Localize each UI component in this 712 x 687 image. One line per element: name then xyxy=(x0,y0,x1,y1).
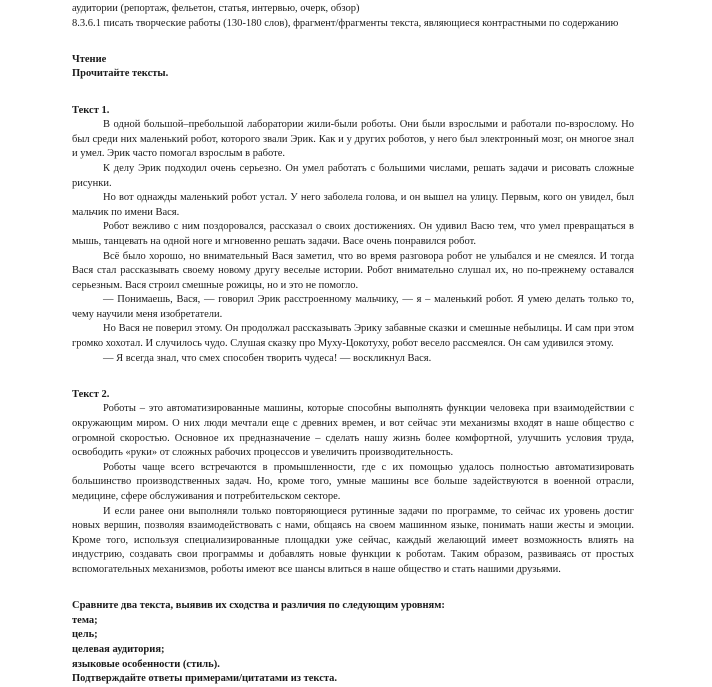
text2-paragraph: И если ранее они выполняли только повторяющиеся рутинные задачи по программе, то сейчас их уровень достиг новых вершин, позволяя взаимодействовать с нами, общаясь на своем машинном языке, понимать наши жесты и эмоции. Кроме того, используя специализированные площадки уже сейчас, каждый желающий имеет возможность влиять на индустрию, создавать свои программы и добавлять новые функции к роботам. Таким образом, развиваясь от простых вспомогательных механизмов, роботы имеют все шансы влиться в наше общество и стать нашими друзьями. xyxy=(72,505,634,575)
task-level-theme: тема; xyxy=(72,614,98,626)
text1-paragraph: — Понимаешь, Вася, — говорил Эрик расстроенному мальчику, — я – маленький робот. Я умею делать только то, чему научили меня изобретатели. xyxy=(72,294,634,320)
text1-paragraph: В одной большой–пребольшой лаборатории жили-были роботы. Они были взрослыми и работали по-взрослому. Но был среди них маленький робот, которого звали Эрик. Как и у других роботов, у него был электронный мозг, он многое знал и умел. Эрик часто помогал взрослым в работе. xyxy=(72,119,634,160)
text1-title: Текст 1. xyxy=(72,104,110,116)
task-level-audience: целевая аудитория; xyxy=(72,643,165,655)
text1-paragraph: Но Вася не поверил этому. Он продолжал рассказывать Эрику забавные сказки и смешные небылицы. И сам при этом громко хохотал. И случилось чудо. Слушая сказку про Муху-Цокотуху, робот весело рассмеялся. Он сам удивился этому. xyxy=(72,323,634,350)
document-page xyxy=(72,0,634,687)
reading-instruction: Прочитайте тексты. xyxy=(72,68,169,80)
task-level-style: языковые особенности (стиль). xyxy=(72,658,220,670)
text1-paragraph: К делу Эрик подходил очень серьезно. Он умел работать с большими числами, решать задачи и рисовать сложные рисунки. xyxy=(72,162,634,189)
text1-paragraph: Но вот однажды маленький робот устал. У него заболела голова, и он вышел на улицу. Первым, кого он увидел, был мальчик по имени Вася. xyxy=(72,192,634,218)
task-footer: Подтверждайте ответы примерами/цитатами из текста. xyxy=(72,673,338,685)
header-line-2: 8.3.6.1 писать творческие работы (130-180 слов), фрагмент/фрагменты текста, являющиеся контрастными по содержанию xyxy=(72,17,619,29)
header-line-1: аудитории (репортаж, фельетон, статья, интервью, очерк, обзор) xyxy=(72,3,360,14)
reading-heading: Чтение xyxy=(72,53,107,65)
task-level-goal: цель; xyxy=(72,629,98,641)
task-heading: Сравните два текста, выявив их сходства и различия по следующим уровням: xyxy=(72,600,445,612)
text2-paragraph: Роботы чаще всего встречаются в промышленности, где с их помощью удалось полностью автоматизировать большинство производственных задач. Но, кроме того, умные машины все больше задействуются в военной отрасли, медицине, сфере обслуживания и потребительском секторе. xyxy=(72,461,634,502)
text1-paragraph: Робот вежливо с ним поздоровался, рассказал о своих достижениях. Он удивил Васю тем, что умел превращаться в мышь, танцевать на одной ноге и мгновенно решать задачи. Васе очень понравился робот. xyxy=(72,221,634,247)
text1-paragraph: — Я всегда знал, что смех способен творить чудеса! — воскликнул Вася. xyxy=(103,352,432,364)
text1-paragraph: Всё было хорошо, но внимательный Вася заметил, что во время разговора робот не улыбался и не смеялся. И тогда Вася стал рассказывать своему новому другу веселые истории. Робот внимательно слушал их, но по-прежнему оставался серьезным. Вася строил смешные рожицы, но и это не помогло. xyxy=(72,250,634,291)
text2-title: Текст 2. xyxy=(72,388,110,400)
text2-paragraph: Роботы – это автоматизированные машины, которые способны выполнять функции человека при взаимодействии с окружающим миром. О них люди мечтали еще с древних времен, и вот сейчас эти механизмы входят в наше общество с огромной скоростью. Основное их предназначение – сделать нашу жизнь более комфортной, улучшить условия труда, освободить «руки» от сложных рабочих процессов и увеличить производительность. xyxy=(72,403,634,459)
